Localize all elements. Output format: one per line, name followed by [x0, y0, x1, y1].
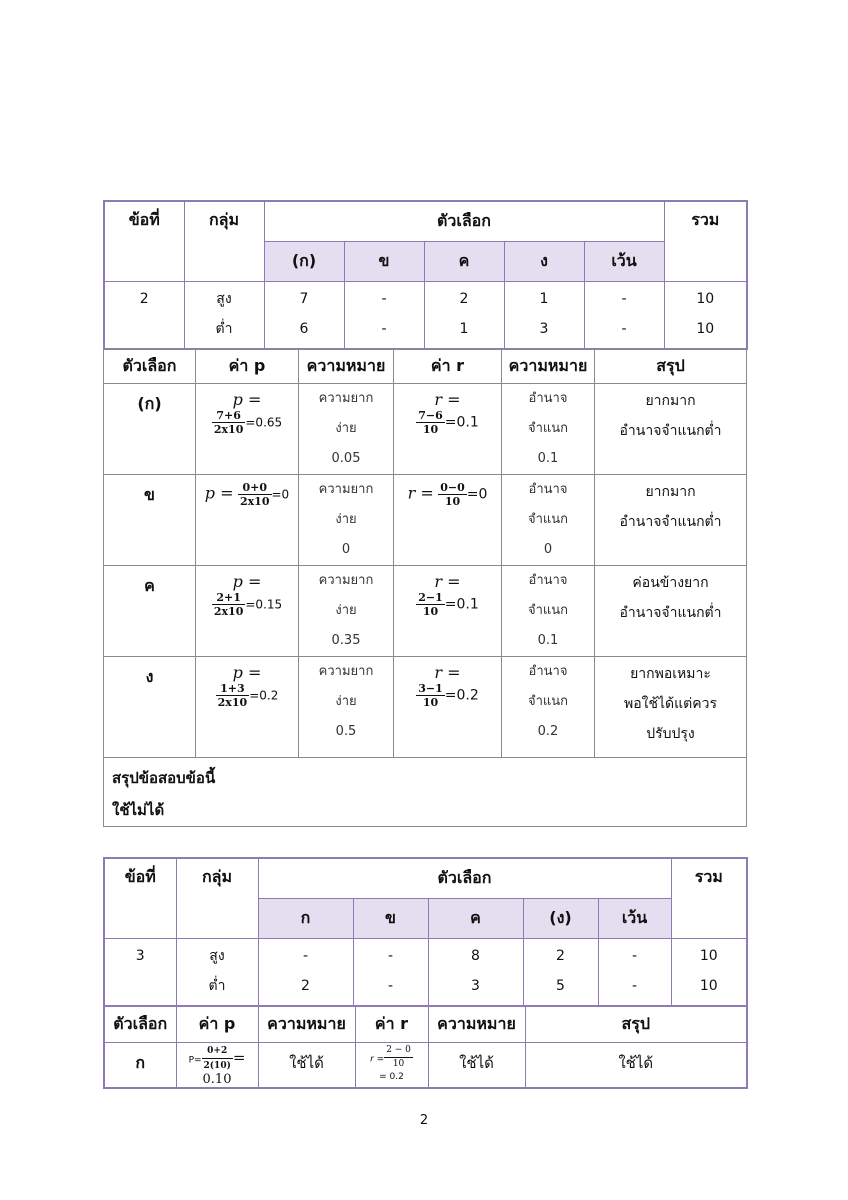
analysis-header-summary: สรุป: [525, 1006, 747, 1042]
option-header: เว้น: [584, 241, 664, 281]
p-meaning: ความยาก ง่าย 0.35: [299, 566, 394, 657]
option-label: ง: [104, 657, 196, 758]
header-choices: ตัวเลือก: [264, 201, 664, 241]
count-cell: 1 3: [504, 281, 584, 349]
item-number: 2: [104, 281, 184, 349]
header-choices: ตัวเลือก: [258, 858, 671, 898]
table-row: [104, 475, 747, 566]
header-item-no: ข้อที่: [104, 858, 176, 938]
analysis-header-meaning: ความหมาย: [299, 349, 394, 384]
item3-analysis-table: [103, 1005, 748, 1089]
count-cell: 7 6: [264, 281, 344, 349]
option-label: ก: [104, 1042, 176, 1088]
count-cell: - -: [584, 281, 664, 349]
summary: ยากพอเหมาะ พอใช้ได้แต่ควร ปรับปรุง: [595, 657, 747, 758]
count-cell: - 2: [258, 938, 353, 1006]
r-formula: r = $\frac{2-1}{10}$ =0.1: [394, 566, 502, 657]
count-cell: - -: [344, 281, 424, 349]
total-cell: 10 10: [671, 938, 747, 1006]
analysis-header-option: ตัวเลือก: [104, 1006, 176, 1042]
p-meaning: ความยาก ง่าย 0.05: [299, 384, 394, 475]
option-label: ค: [104, 566, 196, 657]
analysis-header-p: ค่า p: [176, 1006, 258, 1042]
summary: ยากมาก อำนาจจำแนกต่ำ: [595, 384, 747, 475]
summary: ยากมาก อำนาจจำแนกต่ำ: [595, 475, 747, 566]
r-meaning: อำนาจ จำแนก 0.1: [502, 566, 595, 657]
table-row: [104, 657, 747, 758]
count-cell: 2 5: [523, 938, 598, 1006]
table-row: [104, 384, 747, 475]
option-label: ข: [104, 475, 196, 566]
analysis-header-meaning: ความหมาย: [258, 1006, 355, 1042]
header-group: กลุ่ม: [176, 858, 258, 938]
page-number: 2: [419, 1113, 429, 1128]
option-header: ค: [428, 898, 523, 938]
r-meaning: ใช้ได้: [428, 1042, 525, 1088]
p-meaning: ความยาก ง่าย 0: [299, 475, 394, 566]
p-formula: P= $\frac{0+2}{2(10)}$ = 0.10: [176, 1042, 258, 1088]
group-low: ต่ำ: [208, 977, 226, 994]
count-cell: 8 3: [428, 938, 523, 1006]
summary: ค่อนข้างยาก อำนาจจำแนกต่ำ: [595, 566, 747, 657]
summary: ใช้ได้: [525, 1042, 747, 1088]
option-header: (ง): [523, 898, 598, 938]
option-header: (ก): [264, 241, 344, 281]
header-total: รวม: [664, 201, 747, 281]
p-formula: p = $\frac{1+3}{2x10}$ =0.2: [196, 657, 299, 758]
group-high: สูง: [216, 290, 232, 307]
option-header: ข: [344, 241, 424, 281]
group-low: ต่ำ: [215, 320, 233, 337]
p-formula: p = $\frac{0+0}{2x10}$ =0: [196, 475, 299, 566]
analysis-header-r: ค่า r: [394, 349, 502, 384]
p-meaning: ความยาก ง่าย 0.5: [299, 657, 394, 758]
r-meaning: อำนาจ จำแนก 0.2: [502, 657, 595, 758]
option-header: เว้น: [598, 898, 671, 938]
header-item-no: ข้อที่: [104, 201, 184, 281]
table-row: [104, 1042, 747, 1088]
r-formula: r = $\frac{3-1}{10}$ =0.2: [394, 657, 502, 758]
r-formula: r = $\frac{7-6}{10}$ =0.1: [394, 384, 502, 475]
item3-response-table: [103, 857, 748, 1007]
option-header: ค: [424, 241, 504, 281]
r-formula: r = $\frac{0-0}{10}$ =0: [394, 475, 502, 566]
count-cell: 2 1: [424, 281, 504, 349]
item-number: 3: [104, 938, 176, 1006]
option-header: ง: [504, 241, 584, 281]
group-labels: [184, 281, 264, 349]
r-meaning: อำนาจ จำแนก 0.1: [502, 384, 595, 475]
analysis-header-summary: สรุป: [595, 349, 747, 384]
p-meaning: ใช้ได้: [258, 1042, 355, 1088]
option-header: ก: [258, 898, 353, 938]
header-group: กลุ่ม: [184, 201, 264, 281]
item2-analysis-table: [103, 348, 747, 827]
p-formula: p = $\frac{2+1}{2x10}$ =0.15: [196, 566, 299, 657]
p-formula: p = $\frac{7+6}{2x10}$ =0.65: [196, 384, 299, 475]
analysis-header-p: ค่า p: [196, 349, 299, 384]
header-total: รวม: [671, 858, 747, 938]
analysis-header-r: ค่า r: [355, 1006, 428, 1042]
option-label: (ก): [104, 384, 196, 475]
item2-conclusion: สรุปข้อสอบข้อนี้ ใช้ไม่ได้: [104, 758, 747, 827]
option-header: ข: [353, 898, 428, 938]
count-cell: - -: [353, 938, 428, 1006]
analysis-header-meaning: ความหมาย: [502, 349, 595, 384]
group-labels: [176, 938, 258, 1006]
count-cell: - -: [598, 938, 671, 1006]
total-cell: 10 10: [664, 281, 747, 349]
analysis-header-option: ตัวเลือก: [104, 349, 196, 384]
r-meaning: อำนาจ จำแนก 0: [502, 475, 595, 566]
group-high: สูง: [209, 947, 225, 964]
table-row: [104, 566, 747, 657]
item2-response-table: [103, 200, 748, 350]
analysis-header-meaning: ความหมาย: [428, 1006, 525, 1042]
r-formula: r = $\frac{2 - 0}{10}$ = 0.2: [355, 1042, 428, 1088]
